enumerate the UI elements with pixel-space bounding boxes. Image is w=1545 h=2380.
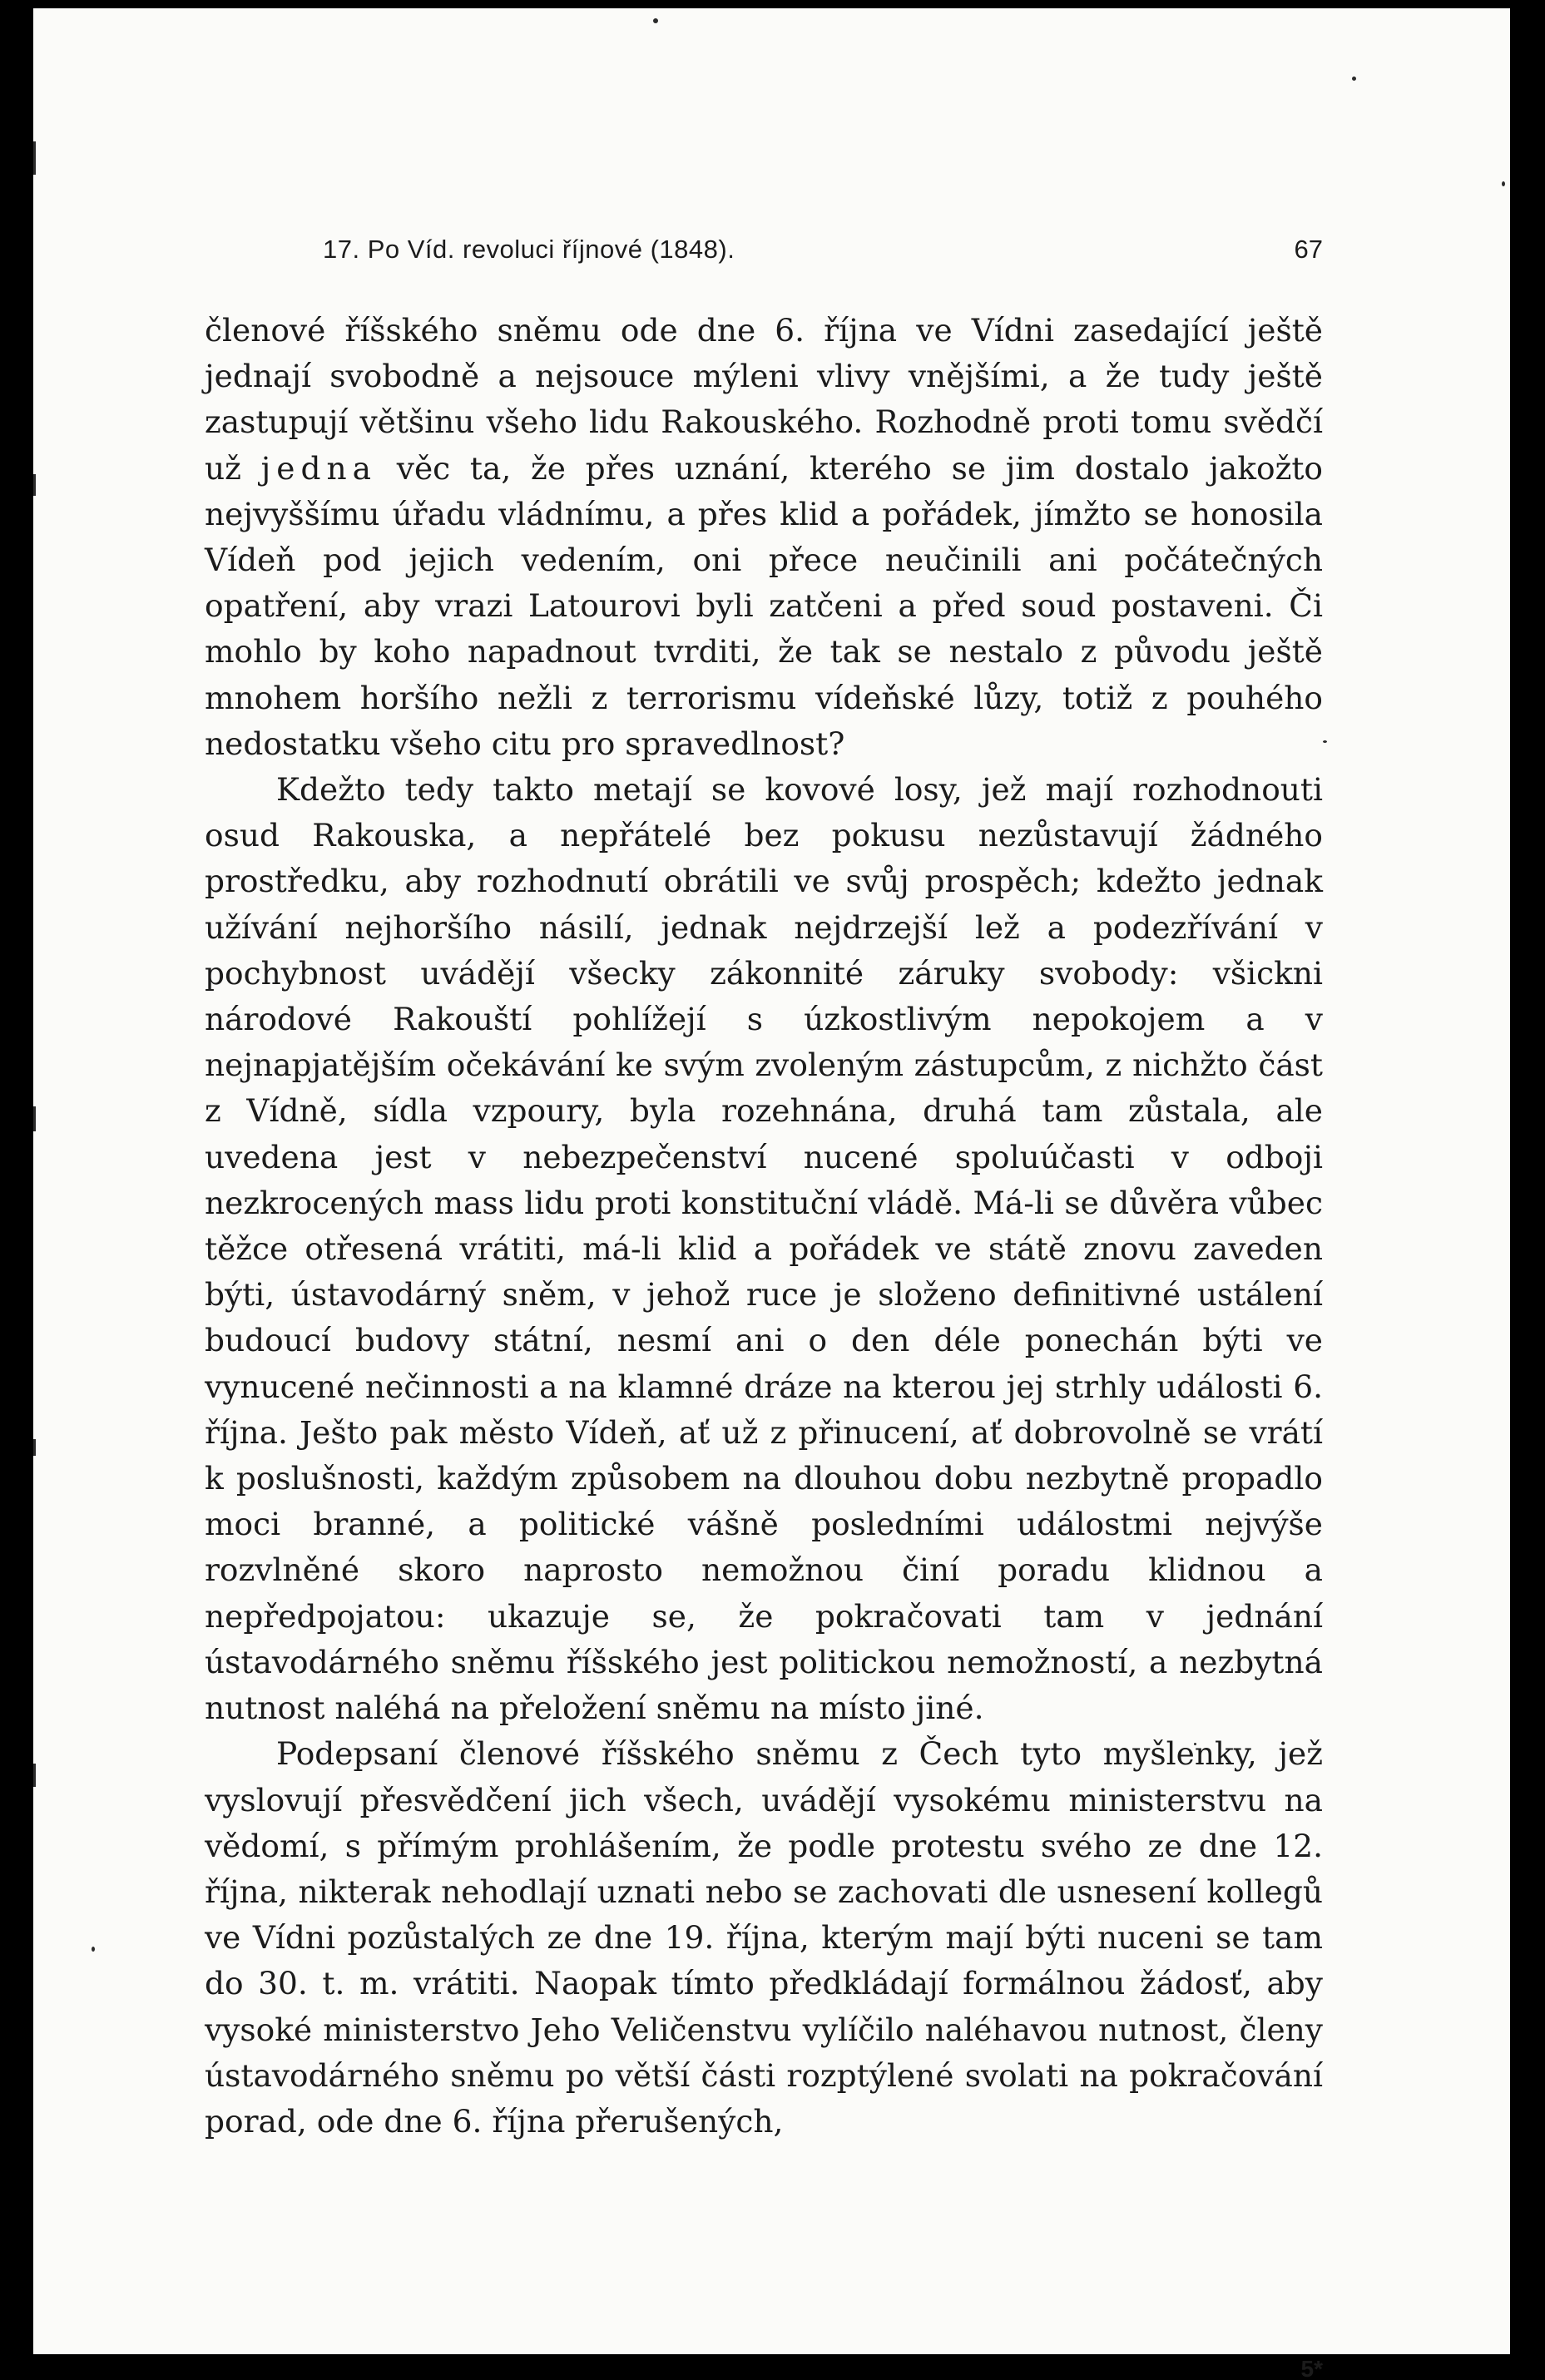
binding-edge-mark — [33, 1439, 36, 1456]
running-head — [205, 235, 1323, 285]
running-head-title: 17. Po Víd. revoluci říjnové (1848). — [323, 235, 735, 264]
text-block — [205, 235, 1323, 2380]
paragraph-2: Kdežto tedy takto metají se kovové losy, jež mají rozhodnouti osud Rakouska, a nepřátelé bez pokusu nezůstavují žádného prostředku, aby rozhodnutí obrátili ve svůj prospěch; kdežto jednak užívání nejhoršího násilí, jednak nejdrzejší lež a podezřívání v pochybnost uvádějí všecky zákonnité záruky svobody: všickni národové Rakouští pohlížejí s úzkostlivým nepokojem a v nejnapjatějším očekávání ke svým zvoleným zástupcům, z nichžto část z Vídně, sídla vzpoury, byla rozehnána, druhá tam zůstala, ale uvedena jest v nebezpečenství nucené spoluúčasti v odboji nezkrocených mass lidu proti konstituční vládě. Má-li se důvěra vůbec těžce otřesená vrátiti, má-li klid a pořádek ve státě znovu zaveden býti, ústavodárný sněm, v jehož ruce je složeno definitivné ustálení budoucí budovy státní, nesmí ani o den déle ponechán býti ve vynucené nečinnosti a na klamné dráze na kterou jej strhly události 6. října. Ješto pak město Vídeň, ať už z přinucení, ať dobrovolně se vrátí k poslušnosti, každým způsobem na dlouhou dobu nezbytně propadlo moci branné, a politické vášně posledními událostmi nejvýše rozvlněné skoro naprosto nemožnou činí poradu klidnou a nepředpojatou: ukazuje se, že pokračovati tam v jednání ústavodárného sněmu říšského jest politickou nemožností, a nezbytná nutnost naléhá na přeložení sněmu na místo jiné. — [205, 771, 1323, 1727]
dust-speck — [653, 18, 658, 23]
binding-edge-mark — [33, 1106, 36, 1131]
binding-edge-mark — [33, 141, 36, 175]
page-number: 67 — [1294, 235, 1323, 264]
dust-speck — [1352, 77, 1356, 81]
paragraph-1-spaced-emphasis: jedna — [260, 449, 378, 487]
dust-speck — [1502, 181, 1505, 186]
dust-speck — [92, 1947, 95, 1952]
book-page — [33, 8, 1510, 2380]
body-text — [205, 308, 1323, 2145]
binding-edge-mark — [33, 474, 36, 496]
paragraph-1 — [205, 308, 1323, 767]
dust-speck — [1323, 740, 1327, 743]
paragraph-1-text-start: členové říšského sněmu ode dne 6. října ve Vídni zasedající ještě jednají svobodně a nejsouce mýleni vlivy vnějšími, a že tudy ještě zastupují většinu všeho lidu Rakouského. Rozhodně proti tomu svědčí už — [205, 312, 1323, 487]
binding-edge-mark — [33, 1764, 36, 1787]
signature-mark: 5* — [1300, 2356, 1323, 2380]
paragraph-1-text-end: věc ta, že přes uznání, kterého se jim dostalo jakožto nejvyššímu úřadu vládnímu, a přes klid a pořádek, jímžto se honosila Vídeň pod jejich vedením, oni přece neučinili ani počátečných opatření, aby vrazi Latourovi byli zatčeni a před soud postaveni. Či mohlo by koho napadnout tvrditi, že tak se nestalo z původu ještě mnohem horšího nežli z terrorismu vídeňské lůzy, totiž z pouhého nedostatku všeho citu pro spravedlnost? — [205, 449, 1323, 762]
paragraph-3: Podepsaní členové říšského sněmu z Čech tyto myšlenky, jež vyslovují přesvědčení jich všech, uvádějí vysokému ministerstvu na vědomí, s přímým prohlášením, že podle protestu svého ze dne 12. října, nikterak nehodlají uznati nebo se zachovati dle usnesení kollegů ve Vídni pozůstalých ze dne 19. října, kterým mají býti nuceni se tam do 30. t. m. vrátiti. Naopak tímto předkládají formálnou žádosť, aby vysoké ministerstvo Jeho Veličenstvu vylíčilo naléhavou nutnost, členy ústavodárného sněmu po větší části rozptýlené svolati na pokračování porad, ode dne 6. října přerušených, — [205, 1735, 1323, 2140]
